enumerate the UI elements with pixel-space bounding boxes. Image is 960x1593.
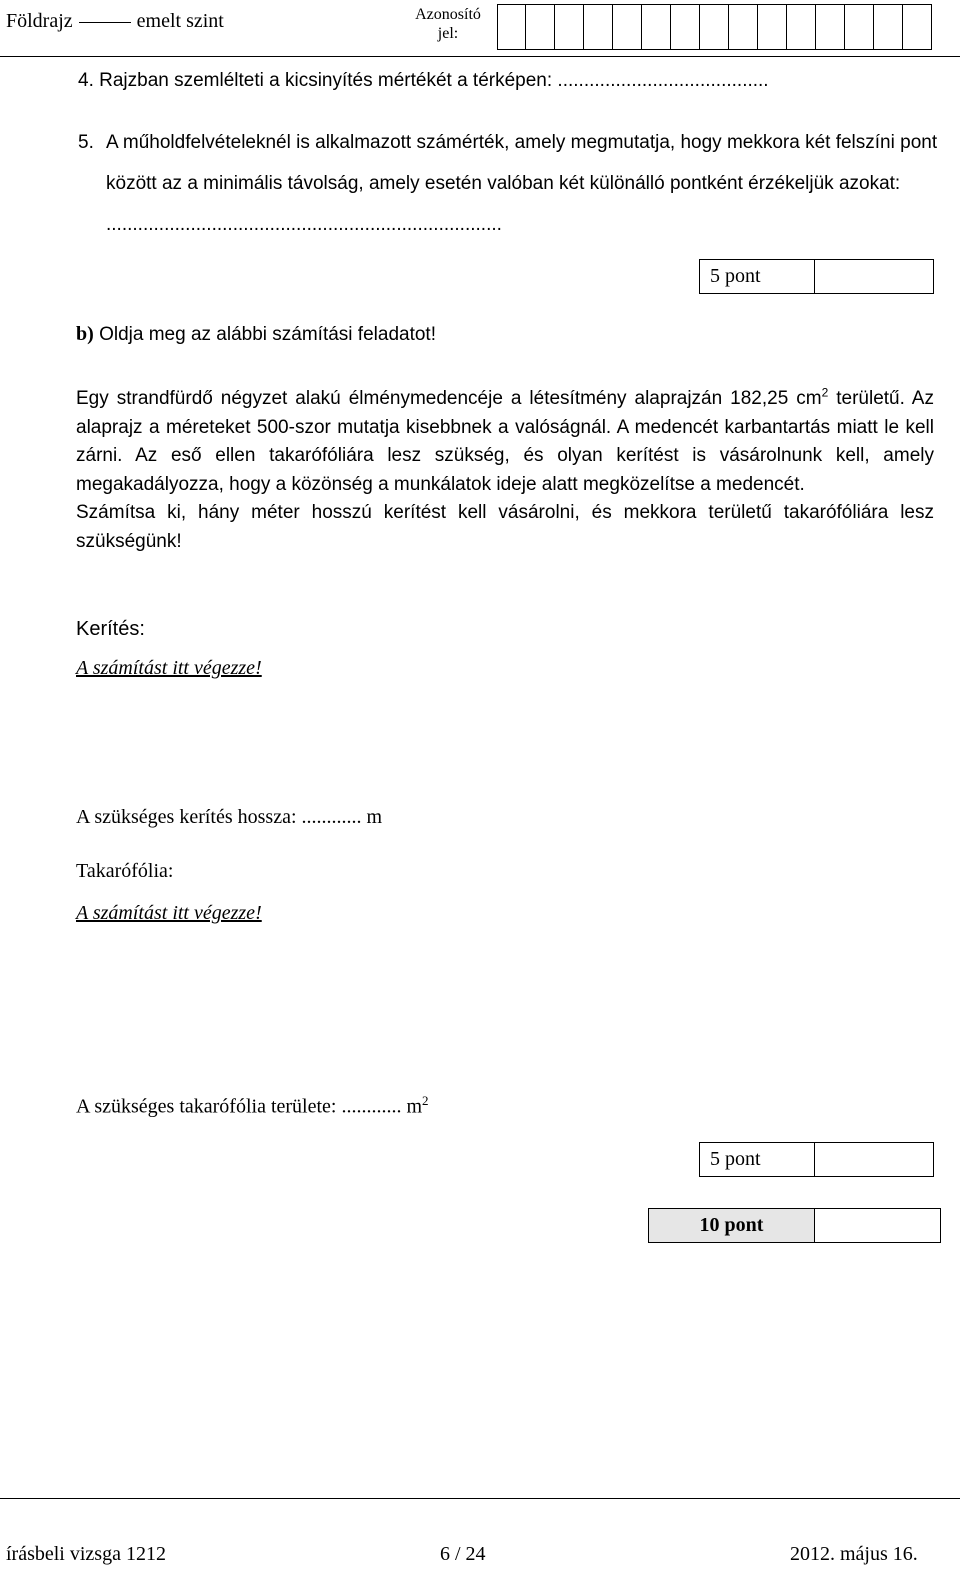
item-number: 5. xyxy=(78,132,94,153)
subject-name: Földrajz xyxy=(6,10,73,32)
superscript: 2 xyxy=(821,385,829,400)
part-b-heading xyxy=(76,323,436,346)
id-box[interactable] xyxy=(816,4,845,50)
score-box-b xyxy=(699,1142,934,1177)
id-box[interactable] xyxy=(555,4,584,50)
calc-instruction-foil: A számítást itt végezze! xyxy=(76,902,262,924)
id-box[interactable] xyxy=(613,4,642,50)
id-box[interactable] xyxy=(903,4,932,50)
id-box[interactable] xyxy=(497,4,526,50)
part-heading-text: Oldja meg az alábbi számítási feladatot! xyxy=(99,324,436,345)
question-item-4: 4. Rajzban szemlélteti a kicsinyítés mértékét a térképen: ........................................ xyxy=(78,70,769,91)
total-score-cell[interactable] xyxy=(815,1208,941,1243)
calc-instruction-fence: A számítást itt végezze! xyxy=(76,657,262,679)
id-box[interactable] xyxy=(729,4,758,50)
score-label: 5 pont xyxy=(699,259,815,294)
total-score-box xyxy=(648,1208,941,1243)
question-item-5 xyxy=(78,122,938,245)
foil-answer-text: A szükséges takarófólia területe: ............ m xyxy=(76,1095,423,1118)
footer-date: 2012. május 16. xyxy=(790,1543,918,1565)
para1-start: Egy strandfürdő négyzet alakú élménymedencéje a létesítmény alaprajzán 182,25 cm xyxy=(76,388,822,409)
score-label: 5 pont xyxy=(699,1142,815,1177)
superscript: 2 xyxy=(422,1093,429,1108)
score-value-cell[interactable] xyxy=(815,259,934,294)
foil-label: Takarófólia: xyxy=(76,860,174,882)
id-box[interactable] xyxy=(787,4,816,50)
subject-level: emelt szint xyxy=(136,10,224,32)
para1-rest: területű. Az alaprajz a méreteket 500-szor mutatja kisebbnek a valóságnál. A medencét karbantartás miatt le kell zárni. Az eső ellen takarófóliára lesz szükség, és olyan kerítést is vásárolnunk kell, amely megakadályozza, hogy a közönség a munkálatok ideje alatt megközelítse a medencét. xyxy=(76,388,934,495)
fence-label: Kerítés: xyxy=(76,618,145,640)
fence-answer-line[interactable]: A szükséges kerítés hossza: ............ m xyxy=(76,806,383,828)
item-text: A műholdfelvételeknél is alkalmazott számérték, amely megmutatja, hogy mekkora két felszíni pont között az a minimális távolság, amely esetén valóban két különálló pontként érzékeljük azokat: ........................................................................... xyxy=(106,132,938,235)
id-box[interactable] xyxy=(671,4,700,50)
id-box[interactable] xyxy=(700,4,729,50)
task-description xyxy=(76,385,934,556)
id-box[interactable] xyxy=(874,4,903,50)
header-subject xyxy=(6,10,224,33)
id-box[interactable] xyxy=(642,4,671,50)
id-box[interactable] xyxy=(758,4,787,50)
id-box[interactable] xyxy=(845,4,874,50)
part-marker: b) xyxy=(76,323,94,345)
id-label-line1: Azonosító xyxy=(415,6,481,23)
foil-answer-line[interactable] xyxy=(76,1093,429,1119)
footer-page-number: 6 / 24 xyxy=(440,1543,486,1565)
title-dash xyxy=(79,22,131,23)
footer-exam-code: írásbeli vizsga 1212 xyxy=(6,1543,166,1565)
id-box[interactable] xyxy=(526,4,555,50)
score-value-cell[interactable] xyxy=(815,1142,934,1177)
header-divider xyxy=(0,56,960,57)
task-paragraph-1 xyxy=(76,385,934,499)
footer-divider xyxy=(0,1498,960,1499)
id-label-line2: jel: xyxy=(437,25,459,42)
id-box[interactable] xyxy=(584,4,613,50)
id-label xyxy=(412,5,484,43)
total-score-label: 10 pont xyxy=(648,1208,815,1243)
score-box-a xyxy=(699,259,934,294)
task-paragraph-2: Számítsa ki, hány méter hosszú kerítést kell vásárolni, és mekkora területű takarófóliára lesz szükségünk! xyxy=(76,502,934,552)
id-code-boxes[interactable] xyxy=(497,4,932,50)
